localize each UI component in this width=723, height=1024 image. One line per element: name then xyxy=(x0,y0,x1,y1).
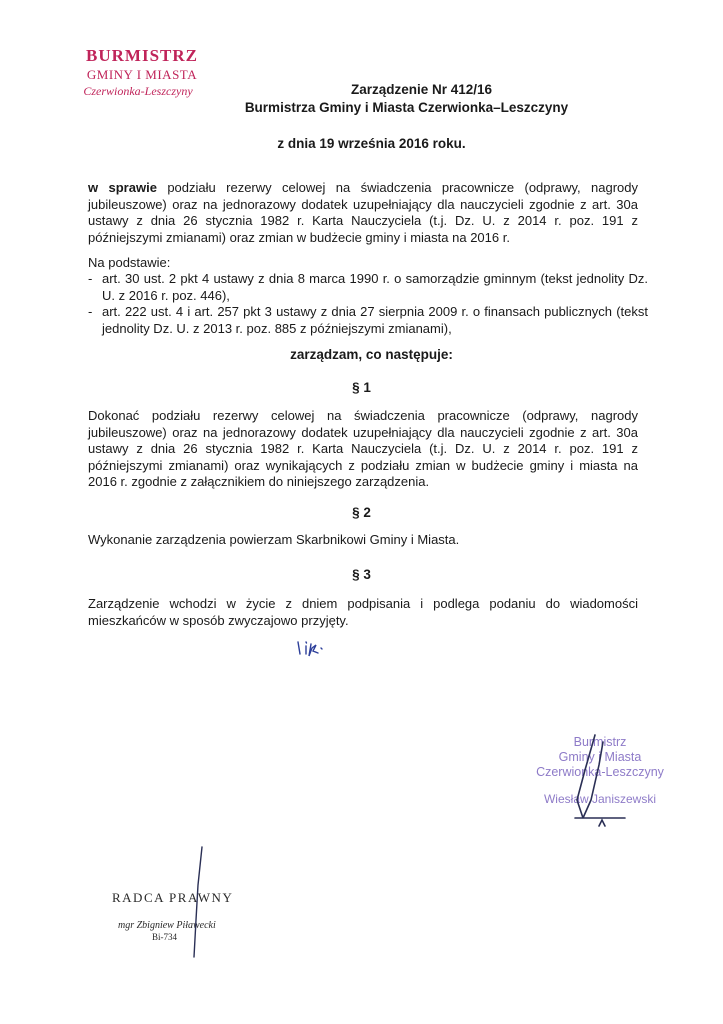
document-issuer: Burmistrza Gminy i Miasta Czerwionka–Leszczyny xyxy=(244,100,569,115)
mayor-name: Wiesław Janiszewski xyxy=(543,792,657,806)
legal-basis-list xyxy=(88,271,648,337)
stamp-line-1: BURMISTRZ xyxy=(86,46,198,65)
legal-basis-item-1: art. 30 ust. 2 pkt 4 ustawy z dnia 8 marca 1990 r. o samorządzie gminnym (tekst jednolity Dz. U. z 2016 r. poz. 446), xyxy=(102,271,648,303)
decree-heading: zarządzam, co następuje: xyxy=(290,347,453,362)
list-item xyxy=(88,271,648,304)
mayor-signature xyxy=(555,730,645,830)
legal-basis-item-2: art. 222 ust. 4 i art. 257 pkt 3 ustawy z dnia 27 sierpnia 2009 r. o finansach publicznych (tekst jednolity Dz. U. z 2013 r. poz. 885 z późniejszymi zmianami), xyxy=(102,304,648,336)
list-dash: - xyxy=(88,271,93,286)
legal-basis-title: Na podstawie: xyxy=(88,255,171,270)
section-3-text: Zarządzenie wchodzi w życie z dniem podpisania i podlega podaniu do wiadomości mieszkańców w sposób zwyczajowo przyjęty. xyxy=(88,596,638,628)
stamp-line-3: Bi-734 xyxy=(152,932,178,942)
subject-paragraph xyxy=(88,180,638,246)
legal-counsel-signature xyxy=(180,845,220,960)
list-dash: - xyxy=(88,304,93,319)
stamp-line-2: mgr Zbigniew Piławecki xyxy=(118,920,216,931)
document-date: z dnia 19 września 2016 roku. xyxy=(277,136,466,151)
stamp-line-1: RADCA PRAWNY xyxy=(112,890,234,905)
stamp-line-2: GMINY I MIASTA xyxy=(86,67,198,82)
stamp-line-3: Czerwionka-Leszczyny xyxy=(536,765,664,779)
subject-lead: w sprawie xyxy=(88,180,157,195)
section-1-text: Dokonać podziału rezerwy celowej na świadczenia pracownicze (odprawy, nagrody jubileuszowe) oraz na jednorazowy dodatek uzupełniający dla nauczycieli zgodnie z art. 30a ustawy z dnia 26 stycznia 1982 r. Karta Nauczyciela (t.j. Dz. U. z 2014 r. poz. 191 z późniejszymi zmianami) oraz wynikających z podziału zmian w budżecie gminy i miasta na 2016 r. zgodnie z załącznikiem do niniejszego zarządzenia. xyxy=(88,408,638,489)
list-item xyxy=(88,304,648,337)
initials-signature xyxy=(292,632,342,662)
section-2-text: Wykonanie zarządzenia powierzam Skarbnikowi Gminy i Miasta. xyxy=(88,532,460,547)
section-1-label: § 1 xyxy=(352,380,371,395)
stamp-line-1: Burmistrz xyxy=(573,735,627,749)
stamp-line-2: Gminy i Miasta xyxy=(558,750,642,764)
subject-text: podziału rezerwy celowej na świadczenia pracownicze (odprawy, nagrody jubileuszowe) oraz na jednorazowy dodatek uzupełniający dla nauczycieli zgodnie z art. 30a ustawy z dnia 26 stycznia 1982 r. Karta Nauczyciela (t.j. Dz. U. z 2014 r. poz. 191 z późniejszymi zmianami) oraz zmian w budżecie gminy i miasta na 2016 r. xyxy=(88,180,638,245)
stamp-line-3: Czerwionka-Leszczyny xyxy=(83,84,193,98)
document-title: Zarządzenie Nr 412/16 xyxy=(350,82,493,97)
section-3-label: § 3 xyxy=(352,567,371,582)
section-2-label: § 2 xyxy=(352,505,371,520)
